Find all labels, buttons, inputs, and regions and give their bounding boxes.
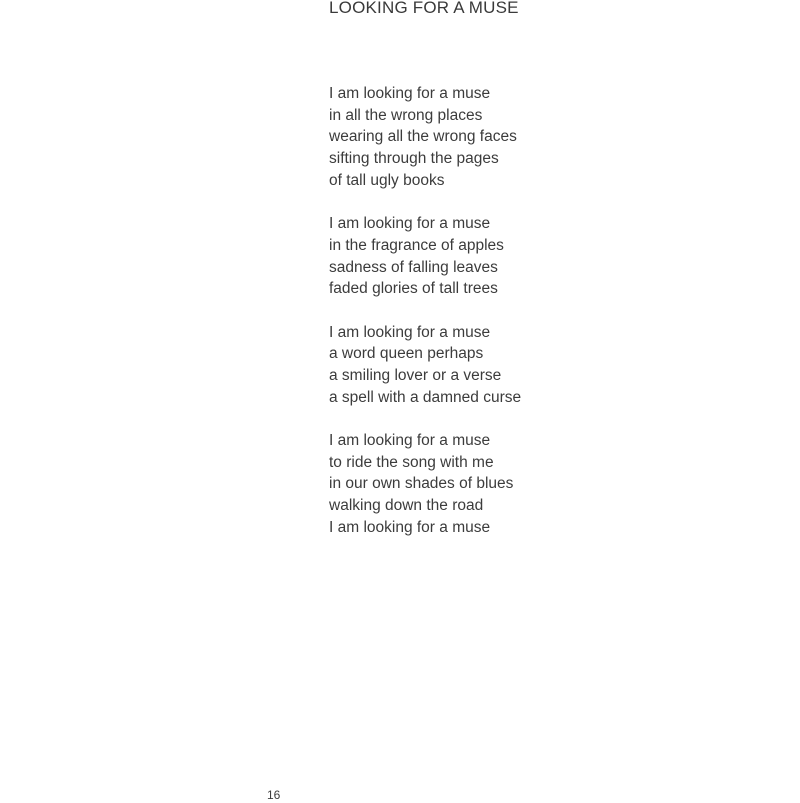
verse-line: I am looking for a muse bbox=[329, 85, 491, 102]
verse-line: a smiling lover or a verse bbox=[329, 366, 502, 384]
stanza-4 bbox=[329, 430, 521, 539]
verse-line: a spell with a damned curse bbox=[329, 388, 522, 406]
stanza-2 bbox=[329, 213, 521, 300]
verse-line: of tall ugly books bbox=[329, 171, 445, 189]
page-number: 16 bbox=[267, 788, 281, 802]
verse-line: to ride the song with me bbox=[329, 453, 494, 471]
verse-line: I am looking for a muse bbox=[329, 518, 491, 536]
verse-line: sifting through the pages bbox=[329, 150, 499, 168]
poem-body bbox=[329, 83, 521, 560]
verse-line: faded glories of tall trees bbox=[329, 280, 498, 298]
stanza-3 bbox=[329, 322, 521, 409]
poem-title: LOOKING FOR A MUSE bbox=[329, 0, 519, 17]
stanza-1 bbox=[329, 83, 521, 192]
verse-line: in the fragrance of apples bbox=[329, 236, 504, 254]
verse-line: wearing all the wrong faces bbox=[329, 128, 517, 146]
verse-line: in all the wrong places bbox=[329, 106, 483, 124]
verse-line: in our own shades of blues bbox=[329, 475, 514, 493]
verse-line: I am looking for a muse bbox=[329, 215, 491, 233]
verse-line: I am looking for a muse bbox=[329, 431, 491, 449]
verse-line: I am looking for a muse bbox=[329, 323, 491, 341]
verse-line: sadness of falling leaves bbox=[329, 258, 498, 276]
verse-line: a word queen perhaps bbox=[329, 345, 484, 363]
verse-line: walking down the road bbox=[329, 497, 484, 515]
